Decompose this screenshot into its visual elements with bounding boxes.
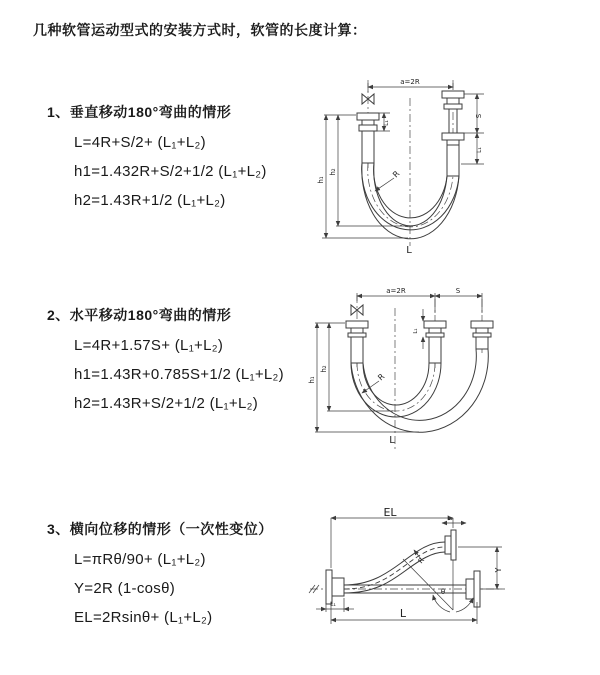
hose-body — [351, 337, 488, 432]
dim-label-y: Y — [494, 567, 503, 573]
dim-label-fitting-right: L₁ — [476, 147, 483, 153]
dim-label-radius: R — [376, 371, 387, 383]
formula-line: h1=1.43R+0.785S+1/2 (L₁+L₂) — [74, 366, 284, 383]
formula-line: h2=1.43R+1/2 (L₁+L₂) — [74, 192, 226, 209]
formula-line: L=πRθ/90+ (L₁+L₂) — [74, 551, 206, 568]
hose-body — [362, 131, 459, 239]
dim-label-stroke: S — [475, 113, 483, 119]
section-1-heading: 1、垂直移动180°弯曲的情形 — [47, 104, 232, 120]
dim-label-length: L — [399, 607, 407, 620]
dim-label-length: L — [389, 435, 395, 446]
dim-label-l1: L₁ — [330, 601, 336, 608]
formula-line: L=4R+S/2+ (L₁+L₂) — [74, 134, 206, 151]
formula-line: h2=1.43R+S/2+1/2 (L₁+L₂) — [74, 395, 259, 412]
dim-label-theta: θ — [440, 588, 446, 596]
flange-fittings — [346, 321, 493, 337]
section-2 — [47, 307, 284, 424]
dim-label-h2: h₂ — [320, 365, 328, 373]
dim-label-length: L — [406, 245, 412, 256]
centerlines — [357, 295, 482, 451]
centerlines — [368, 80, 453, 246]
dim-label-el: EL — [383, 506, 397, 519]
dim-label-h2: h₂ — [329, 168, 337, 176]
dim-label-width: a=2R — [386, 287, 406, 295]
formula-line: Y=2R (1-cosθ) — [74, 580, 176, 597]
section-3 — [47, 521, 273, 638]
dim-label-radius: R — [391, 169, 402, 180]
diagram-lateral-displacement — [300, 502, 600, 667]
formula-line: L=4R+1.57S+ (L₁+L₂) — [74, 337, 224, 354]
diagram-horizontal-180-bend — [305, 283, 600, 473]
dim-label-width: a=2R — [400, 78, 420, 86]
dim-label-h1: h₁ — [317, 176, 325, 184]
dim-label-l2: L₂ — [447, 515, 453, 522]
dim-label-stroke: S — [455, 287, 461, 295]
formula-line: EL=2Rsinθ+ (L₁+L₂) — [74, 609, 213, 626]
dim-label-fitting-left: L₁ — [383, 120, 390, 126]
section-2-heading: 2、水平移动180°弯曲的情形 — [47, 307, 232, 323]
dim-label-h1: h₁ — [308, 376, 316, 384]
section-3-heading: 3、横向位移的情形（一次性变位） — [47, 521, 273, 537]
dim-label-radius: R — [416, 556, 427, 566]
formula-line: h1=1.432R+S/2+1/2 (L₁+L₂) — [74, 163, 267, 180]
dim-label-fitting: L₁ — [413, 328, 419, 334]
section-1 — [47, 104, 267, 221]
diagram-vertical-180-bend — [312, 68, 600, 268]
page-title: 几种软管运动型式的安装方式时，软管的长度计算： — [33, 22, 367, 38]
flange-fittings — [326, 530, 480, 607]
